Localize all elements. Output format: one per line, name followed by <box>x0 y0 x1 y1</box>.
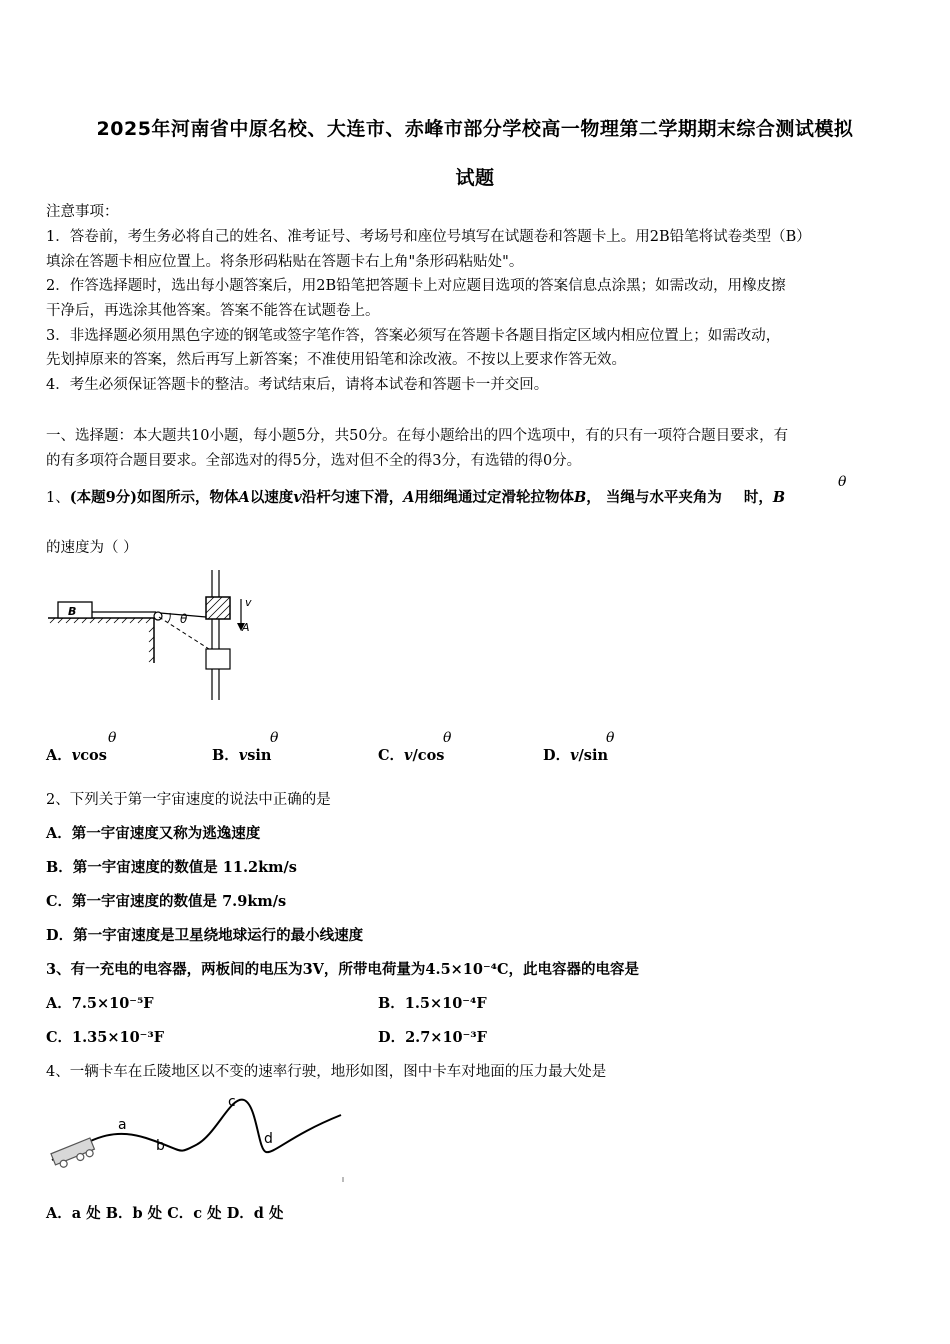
q1-text-d: 用细绳通过定滑轮拉物体 <box>414 489 575 506</box>
q1-option-a-theta: θ <box>108 730 117 746</box>
section1-line-2: 的有多项符合题目要求。全部选对的得5分，选对但不全的得3分，有选错的得0分。 <box>46 453 582 469</box>
q2-option-a[interactable]: A．第一宇宙速度又称为逃逸速度 <box>46 825 261 842</box>
q4-options[interactable]: A．a 处 B．b 处 C．c 处 D．d 处 <box>46 1205 284 1222</box>
q1-option-b-theta: θ <box>270 730 279 746</box>
q1-option-c-theta: θ <box>443 730 452 746</box>
q1-option-d-theta: θ <box>606 730 615 746</box>
notice-line-6: 先划掉原来的答案，然后再写上新答案；不准使用铅笔和涂改液。不按以上要求作答无效。 <box>46 352 626 368</box>
q1-label-A: A <box>242 621 250 634</box>
q1-var-B2: B <box>772 489 786 506</box>
q1-var-A2: A <box>403 489 415 506</box>
q4-terrain-figure <box>46 1090 356 1190</box>
q4-terrain-curve <box>52 1100 341 1160</box>
q1-stem-line-2: 的速度为（ ） <box>46 540 138 556</box>
notice-line-5: 3．非选择题必须用黑色字迹的钢笔或签字笔作答，答案必须写在答题卡各题目指定区域内相应位置上；如需改动， <box>46 328 781 344</box>
q1-text-b: 以速度 <box>249 489 294 506</box>
notice-heading: 注意事项： <box>46 204 119 220</box>
q1-label-v: v <box>245 596 252 609</box>
q1-option-a[interactable]: A．vcos <box>46 747 107 764</box>
q2-stem: 2、下列关于第一宇宙速度的说法中正确的是 <box>46 792 331 808</box>
q1-option-b[interactable]: B．vsin <box>212 747 272 764</box>
q1-label-theta: θ <box>180 612 188 626</box>
q1-block-A-dashed-position <box>206 649 230 669</box>
notice-line-3: 2．作答选择题时，选出每小题答案后，用2B铅笔把答题卡上对应题目选项的答案信息点涂黑；如需改动，用橡皮擦 <box>46 278 786 294</box>
q2-option-c[interactable]: C．第一宇宙速度的数值是 7.9km/s <box>46 893 287 910</box>
q4-label-d: d <box>264 1131 273 1147</box>
q3-option-b[interactable]: B．1.5×10⁻⁴F <box>378 995 487 1012</box>
q4-stem: 4、一辆卡车在丘陵地区以不变的速率行驶，地形如图，图中卡车对地面的压力最大处是 <box>46 1064 607 1080</box>
q2-option-d[interactable]: D．第一宇宙速度是卫星绕地球运行的最小线速度 <box>46 927 364 944</box>
q3-option-d[interactable]: D．2.7×10⁻³F <box>378 1029 487 1046</box>
q1-label-B: B <box>68 605 77 618</box>
q1-stem <box>46 488 785 508</box>
notice-line-7: 4．考生必须保证答题卡的整洁。考试结束后，请将本试卷和答题卡一并交回。 <box>46 377 549 393</box>
notice-line-4: 干净后，再选涂其他答案。答案不能答在试题卷上。 <box>46 303 380 319</box>
q4-label-b: b <box>156 1138 165 1154</box>
q1-option-d[interactable]: D．v/sin <box>543 747 609 764</box>
q1-text-c: 沿杆匀速下滑， <box>301 489 404 506</box>
q3-option-a[interactable]: A．7.5×10⁻⁵F <box>46 995 154 1012</box>
q1-text-e: ， 当绳与水平夹角为 <box>586 489 722 506</box>
q4-truck <box>51 1138 96 1170</box>
notice-line-1: 1．答卷前，考生务必将自己的姓名、准考证号、考场号和座位号填写在试题卷和答题卡上。用2B铅笔将试卷类型（B） <box>46 229 811 245</box>
q4-label-c: c <box>228 1094 236 1110</box>
q1-text-f: 时， <box>743 489 773 506</box>
q4-label-a: a <box>118 1117 127 1133</box>
q1-var-v: v <box>293 489 302 506</box>
q1-option-c[interactable]: C．v/cos <box>378 747 445 764</box>
q1-theta-symbol: θ <box>838 474 847 490</box>
q3-option-c[interactable]: C．1.35×10⁻³F <box>46 1029 164 1046</box>
q1-var-B: B <box>574 489 587 506</box>
notice-line-2: 填涂在答题卡相应位置上。将条形码粘贴在答题卡右上角"条形码粘贴处"。 <box>46 254 524 270</box>
page-title-line2: 试题 <box>455 167 495 189</box>
section1-line-1: 一、选择题：本大题共10小题，每小题5分，共50分。在每小题给出的四个选项中，有的只有一项符合题目要求，有 <box>46 428 789 444</box>
q1-figure <box>46 565 266 705</box>
q2-option-b[interactable]: B．第一宇宙速度的数值是 11.2km/s <box>46 859 297 876</box>
q3-stem: 3、有一充电的电容器，两板间的电压为3V，所带电荷量为4.5×10⁻⁴C，此电容器的电容是 <box>46 961 640 978</box>
q1-var-A: A <box>238 489 250 506</box>
q1-text-a: (本题9分)如图所示，物体 <box>69 489 239 506</box>
q1-number: 1、 <box>46 490 70 506</box>
page-title-line1: 2025年河南省中原名校、大连市、赤峰市部分学校高一物理第二学期期末综合测试模拟 <box>96 118 854 140</box>
